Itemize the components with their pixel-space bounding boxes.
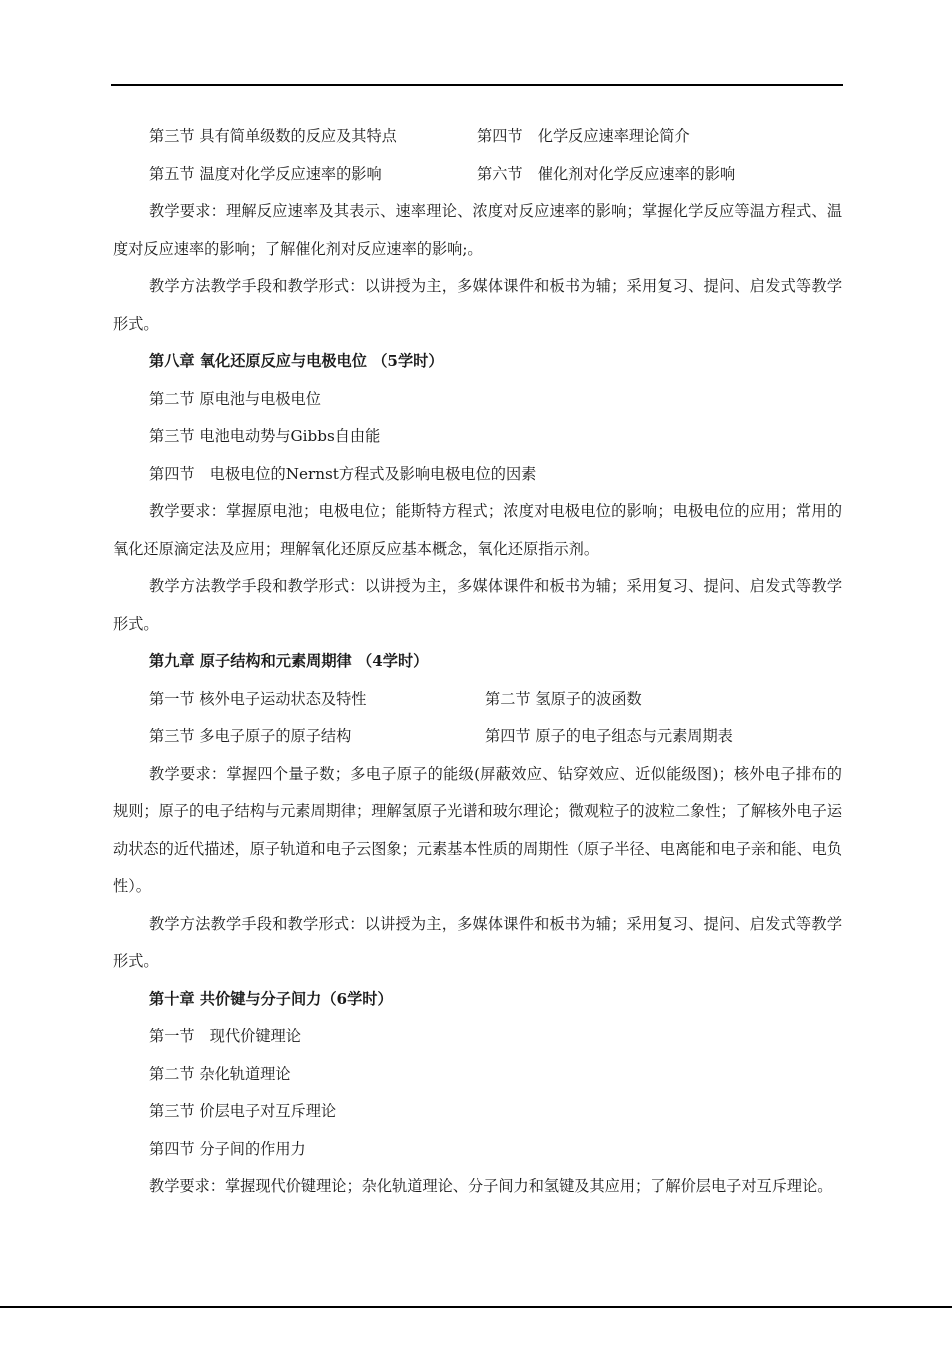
section-row — [113, 681, 842, 719]
footer-rule — [0, 1306, 952, 1308]
teaching-requirements: 教学要求：理解反应速率及其表示、速率理论、浓度对反应速率的影响；掌握化学反应等温方程式、温度对反应速率的影响；了解催化剂对反应速率的影响;。 — [113, 202, 842, 258]
chapter-heading: 第九章 原子结构和元素周期律 （4学时） — [149, 652, 429, 670]
section-item: 第二节 原电池与电极电位 — [149, 389, 321, 408]
teaching-requirements: 教学要求：掌握现代价键理论；杂化轨道理论、分子间力和氢键及其应用；了解价层电子对互斥理论。 — [149, 1177, 833, 1195]
section-item: 第四节 电极电位的Nernst方程式及影响电极电位的因素 — [149, 464, 537, 483]
header-rule — [111, 84, 843, 86]
section-row — [113, 718, 842, 756]
teaching-methods: 教学方法教学手段和教学形式：以讲授为主，多媒体课件和板书为辅；采用复习、提问、启发式等教学形式。 — [113, 914, 842, 970]
section-row — [113, 156, 842, 194]
section-item: 第三节 具有简单级数的反应及其特点 — [149, 127, 397, 145]
section-item: 第三节 价层电子对互斥理论 — [149, 1102, 337, 1120]
section-item: 第四节 化学反应速率理论简介 — [477, 127, 690, 145]
teaching-requirements: 教学要求：掌握四个量子数；多电子原子的能级(屏蔽效应、钻穿效应、近似能级图)；核外电子排布的规则；原子的电子结构与元素周期律；理解氢原子光谱和玻尔理论；微观粒子的波粒二象性；了解核外电子运动状态的近代描述，原子轨道和电子云图象；元素基本性质的周期性（原子半径、电离能和电子亲和能、电负性）。 — [113, 764, 842, 895]
chapter-heading: 第十章 共价键与分子间力（6学时） — [149, 989, 393, 1008]
document-body — [113, 118, 842, 1206]
section-item: 第二节 氢原子的波函数 — [485, 689, 642, 708]
section-item: 第二节 杂化轨道理论 — [149, 1064, 291, 1083]
teaching-requirements: 教学要求：掌握原电池；电极电位；能斯特方程式；浓度对电极电位的影响；电极电位的应用；常用的氧化还原滴定法及应用；理解氧化还原反应基本概念，氧化还原指示剂。 — [113, 502, 842, 558]
section-item: 第四节 分子间的作用力 — [149, 1139, 306, 1158]
section-item: 第四节 原子的电子组态与元素周期表 — [485, 727, 733, 745]
section-item: 第三节 多电子原子的原子结构 — [149, 727, 352, 745]
teaching-methods: 教学方法教学手段和教学形式：以讲授为主，多媒体课件和板书为辅；采用复习、提问、启发式等教学形式。 — [113, 577, 842, 633]
chapter-heading: 第八章 氧化还原反应与电极电位 （5学时） — [149, 352, 444, 370]
section-item: 第一节 核外电子运动状态及特性 — [149, 689, 367, 708]
section-item: 第一节 现代价键理论 — [149, 1027, 301, 1045]
section-item: 第六节 催化剂对化学反应速率的影响 — [477, 164, 736, 183]
section-item: 第五节 温度对化学反应速率的影响 — [149, 164, 382, 183]
section-item: 第三节 电池电动势与Gibbs自由能 — [149, 427, 381, 445]
teaching-methods: 教学方法教学手段和教学形式：以讲授为主，多媒体课件和板书为辅；采用复习、提问、启发式等教学形式。 — [113, 277, 842, 333]
section-row — [113, 118, 842, 156]
